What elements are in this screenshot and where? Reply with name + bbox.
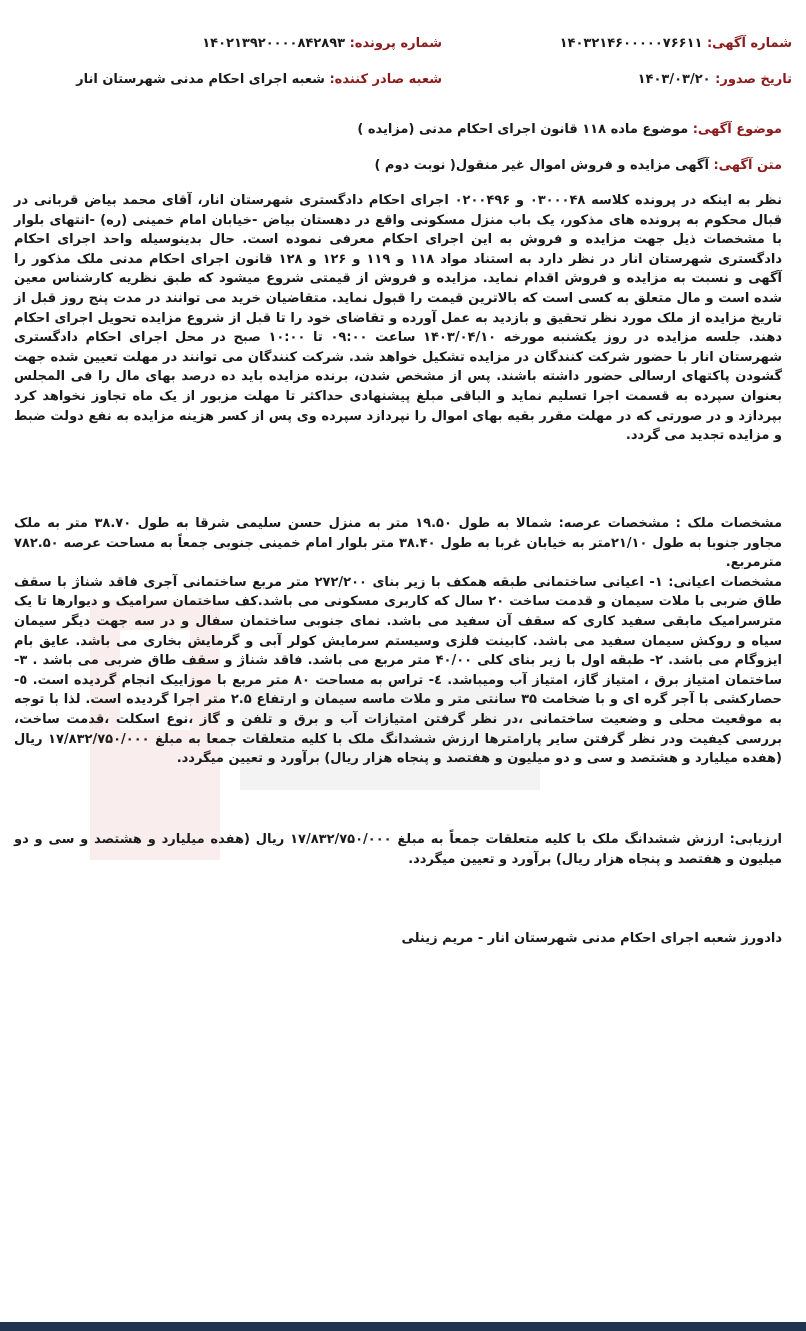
issuing-branch-label: شعبه صادر کننده: (329, 72, 442, 87)
issuing-branch-value: شعبه اجرای احکام مدنی شهرستان انار (76, 72, 325, 87)
issue-date-value: ۱۴۰۳/۰۳/۲۰ (637, 72, 711, 87)
notice-number-value: ۱۴۰۳۲۱۴۶۰۰۰۰۰۷۶۶۱۱ (559, 36, 703, 51)
notice-number-label: شماره آگهی: (706, 36, 792, 51)
subject-value: موضوع ماده ۱۱۸ قانون اجرای احکام مدنی (مزایده ) (357, 122, 689, 137)
bottom-bar (0, 1322, 806, 1331)
case-number (202, 36, 442, 51)
issue-date (638, 72, 792, 87)
case-number-value: ۱۴۰۲۱۳۹۲۰۰۰۰۸۴۲۸۹۳ (202, 36, 346, 51)
subject-label: موضوع آگهی: (692, 122, 782, 137)
case-number-label: شماره پرونده: (349, 36, 442, 51)
notice-subject (14, 122, 782, 137)
body-title-label: متن آگهی: (713, 158, 782, 173)
property-specs-paragraph: مشخصات ملک : مشخصات عرصه: شمالا به طول ۱۹.۵۰ متر به منزل حسن سلیمی شرقا به طول ۳۸.۷۰ متر به ملک مجاور جنوبا به طول ۲۱/۱۰متر به خیابان غربا به طول ۳۸.۴۰ متر بلوار امام خمینی جنوبی جمعاً به مساحت عرصه ۷۸۲.۵۰ مترمربع. مشخصات اعیانی: ۱- اعیانی ساختمانی طبقه همکف با زیر بنای ۲۷۲/۲۰۰ متر مربع ساختمانی آجری فاقد شناژ با سقف طاق ضربی با ملات سیمان و قدمت ساخت ۲۰ سال که کاربری مسکونی می باشد.کف ساختمان سرامیک و دیوارها تا یک مترسرامیک مابقی سفید کاری که سقف آن سفید می باشد. نمای جنوبی ساختمان سفال و در سه جهت دیگر سیمان سیاه و روکش سیمان سفید می باشد. کابینت فلزی وسیستم سرمایش کولر آبی و گرمایش بخاری می باشد. عایق بام ایزوگام می باشد. ۲- طبقه اول با زیر بنای کلی ۴۰/۰۰ متر مربع می باشد. فاقد شناژ و سقف طاق ضربی می باشد . ۳- ساختمان امتیاز برق ، امتیاز گاز، امتیاز آب ومیباشد. ٤- تراس به مساحت ۸۰ متر مربع با موزاییک انجام گردیده است. ٥- حصارکشی با آجر گره ای و با ضخامت ۳۵ سانتی متر و ملات ماسه سیمان و ارتفاع ۲.۵ متر اجرا گردیده است. لذا با توجه به موقعیت محلی و وضعیت ساختمانی ،در نظر گرفتن امتیازات آب و برق و تلفن و گاز ،نوع اسکلت ،قدمت ساخت، بررسی کیفیت ودر نظر گرفتن سایر پارامترها ارزش ششدانگ ملک با کلیه متعلقات جمعا به مبلغ ۱۷/۸۳۲/۷۵۰/۰۰۰ ریال (هفده میلیارد و هشتصد و سی و دو میلیون و هفتصد و پنجاه هزار ریال) برآورد و تعیین میگردد. (14, 516, 783, 767)
notice-body-title (14, 158, 782, 173)
signature: دادورز شعبه اجرای احکام مدنی شهرستان انار - مریم زینلی (401, 931, 782, 946)
issue-date-label: تاریخ صدور: (715, 72, 792, 87)
body-title-value: آگهی مزایده و فروش اموال غیر منقول( نوبت دوم ) (374, 158, 709, 173)
notice-number (560, 36, 792, 51)
intro-paragraph: نظر به اینکه در پرونده کلاسه ۰۳۰۰۰۴۸ و ۰۲۰۰۴۹۶ اجرای احکام دادگستری شهرستان انار، آقای محمد بیاض قربانی در قبال محکوم به پرونده های مذکور، یک باب منزل مسکونی واقع در دهستان بیاض -خیابان امام خمینی (ره) -انتهای بلوار با مشخصات ذیل جهت مزایده و فروش به این اجرای احکام معرفی نموده است. حال بدینوسیله واحد اجرای احکام دادگستری شهرستان انار در نظر دارد به استناد مواد ۱۱۸ و ۱۱۹ و ۱۲۶ و ۱۲۸ قانون اجرای احکام مدنی ملک مذکور را آگهی و نسبت به مزایده و فروش اقدام نماید. مزایده و فروش از قیمتی شروع میشود که طبق نظریه کارشناس معین شده است و مال متعلق به کسی است که بالاترین قیمت را قبول نماید. متقاضیان خرید می توانند در مدت پنج روز قبل از تاریخ مزایده از ملک مورد نظر تحقیق و بازدید به عمل آورده و تقاضای خود را تا قبل از شروع مزایده تحویل اجرای احکام دهند. جلسه مزایده در روز یکشنبه مورخه ۱۴۰۳/۰۴/۱۰ ساعت ۰۹:۰۰ تا ۱۰:۰۰ صبح در محل اجرای احکام دادگستری شهرستان انار با حضور شرکت کنندگان در مزایده تشکیل خواهد شد. شرکت کنندگان می توانند در مهلت تعیین شده جهت گشودن پاکتهای ارسالی حضور داشته باشند. پس از مشخص شدن، برنده مزایده باید ده درصد بهای مال را فی المجلس بعنوان سپرده به قسمت اجرا تسلیم نماید و الباقی مبلغ پیشنهادی حداکثر تا مهلت مزبور از یک ماه تجاوز نخواهد کرد بپردازد و در صورتی که در مهلت مقرر بقیه بهای اموال را نپردازد سپرده وی پس از کسر هزینه مزایده به نفع دولت ضبط و مزایده تجدید می گردد. (14, 193, 783, 444)
issuing-branch (76, 72, 442, 87)
valuation-paragraph: ارزیابی: ارزش ششدانگ ملک با کلیه متعلقات جمعاً به مبلغ ۱۷/۸۳۲/۷۵۰/۰۰۰ ریال (هفده میلیارد و هشتصد و سی و دو میلیون و هفتصد و پنجاه هزار ریال) برآورد و تعیین میگردد. (14, 832, 783, 867)
